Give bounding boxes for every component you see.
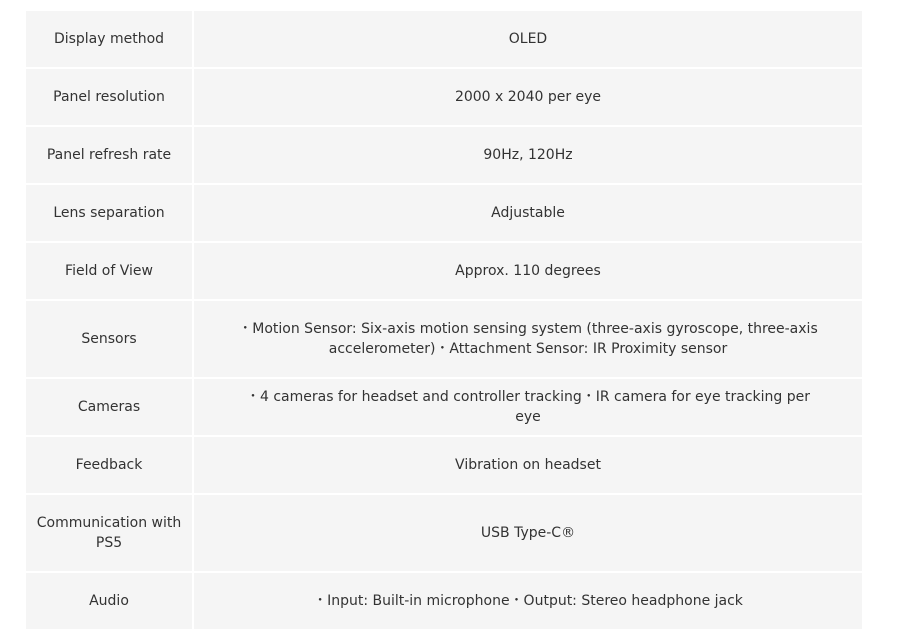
spec-label: Lens separation — [26, 185, 192, 241]
spec-table — [26, 11, 862, 629]
spec-row-feedback — [26, 437, 862, 493]
spec-label: Communication with PS5 — [26, 495, 192, 571]
spec-label: Audio — [26, 573, 192, 629]
spec-row-panel-refresh-rate — [26, 127, 862, 183]
spec-row-lens-separation — [26, 185, 862, 241]
spec-row-panel-resolution — [26, 69, 862, 125]
spec-row-sensors — [26, 301, 862, 377]
spec-row-cameras — [26, 379, 862, 435]
spec-value: Vibration on headset — [194, 437, 862, 493]
spec-value: Approx. 110 degrees — [194, 243, 862, 299]
spec-value: 90Hz, 120Hz — [194, 127, 862, 183]
spec-value: ・Motion Sensor: Six-axis motion sensing system (three-axis gyroscope, three-axis accelerometer)・Attachment Sensor: IR Proximity sensor — [194, 301, 862, 377]
spec-label: Cameras — [26, 379, 192, 435]
spec-value: ・Input: Built-in microphone・Output: Stereo headphone jack — [194, 573, 862, 629]
spec-label: Panel resolution — [26, 69, 192, 125]
spec-label: Sensors — [26, 301, 192, 377]
spec-row-audio — [26, 573, 862, 629]
spec-row-field-of-view — [26, 243, 862, 299]
spec-label: Panel refresh rate — [26, 127, 192, 183]
spec-row-communication — [26, 495, 862, 571]
spec-label: Display method — [26, 11, 192, 67]
spec-value: OLED — [194, 11, 862, 67]
spec-label: Field of View — [26, 243, 192, 299]
spec-value: Adjustable — [194, 185, 862, 241]
spec-value: 2000 x 2040 per eye — [194, 69, 862, 125]
spec-row-display-method — [26, 11, 862, 67]
spec-value: ・4 cameras for headset and controller tracking・IR camera for eye tracking per eye — [194, 379, 862, 435]
spec-value: USB Type-C® — [194, 495, 862, 571]
spec-label: Feedback — [26, 437, 192, 493]
